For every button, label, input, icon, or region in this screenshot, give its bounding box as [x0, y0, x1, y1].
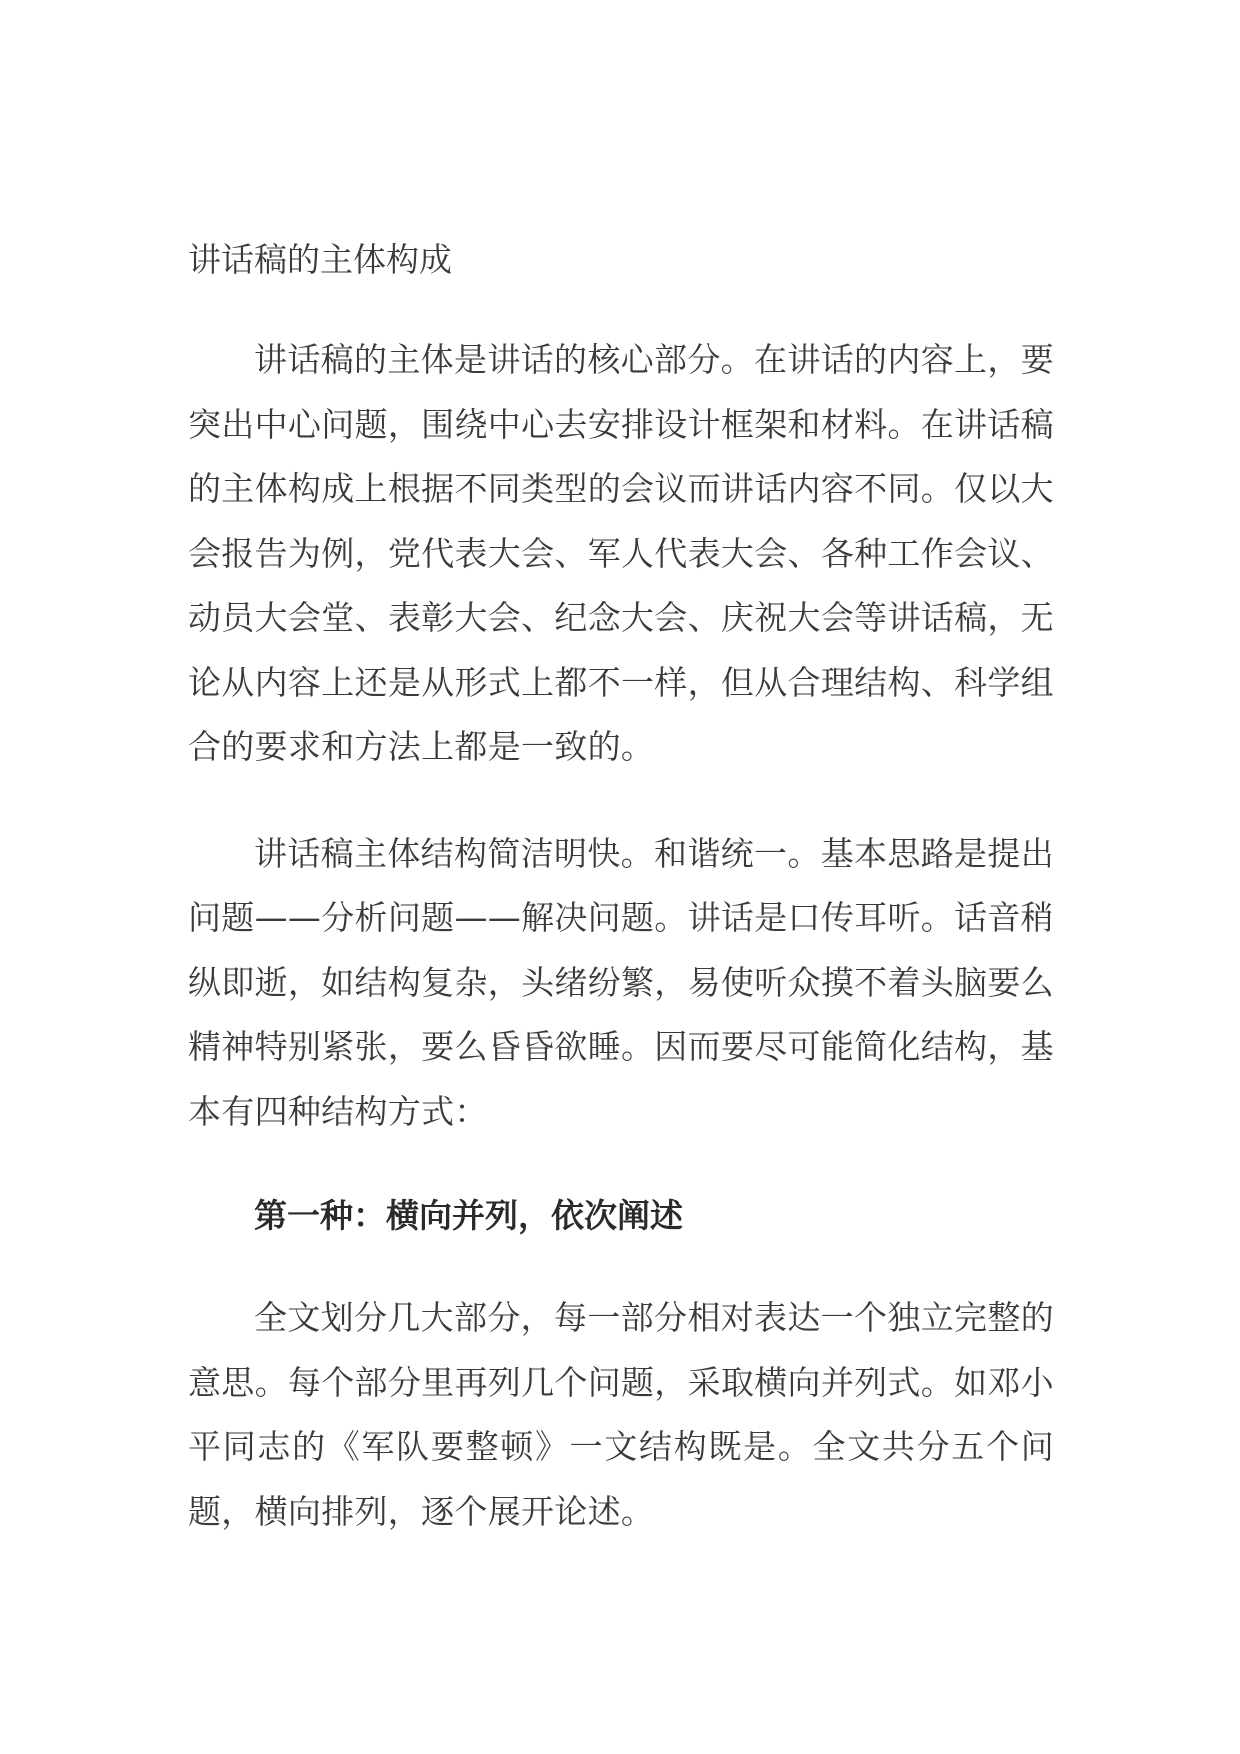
document-title: 讲话稿的主体构成 [188, 240, 452, 279]
paragraph-structure-principle: 讲话稿主体结构简洁明快。和谐统一。基本思路是提出问题——分析问题——解决问题。讲话是口传耳听。话音稍纵即逝，如结构复杂，头绪纷繁，易使听众摸不着头脑要么精神特别紧张，要么昏昏欲睡。因而要尽可能简化结构，基本有四种结构方式： [188, 833, 1054, 1131]
section-heading-first-type: 第一种：横向并列，依次阐述 [254, 1196, 683, 1235]
paragraph-first-type-description: 全文划分几大部分，每一部分相对表达一个独立完整的意思。每个部分里再列几个问题，采取横向并列式。如邓小平同志的《军队要整顿》一文结构既是。全文共分五个问题，横向排列，逐个展开论述。 [188, 1298, 1054, 1531]
document-body [188, 236, 1054, 1544]
paragraph-main-body-intro: 讲话稿的主体是讲话的核心部分。在讲话的内容上，要突出中心问题，围绕中心去安排设计框架和材料。在讲话稿的主体构成上根据不同类型的会议而讲话内容不同。仅以大会报告为例，党代表大会、军人代表大会、各种工作会议、动员大会堂、表彰大会、纪念大会、庆祝大会等讲话稿，无论从内容上还是从形式上都不一样，但从合理结构、科学组合的要求和方法上都是一致的。 [188, 340, 1054, 766]
